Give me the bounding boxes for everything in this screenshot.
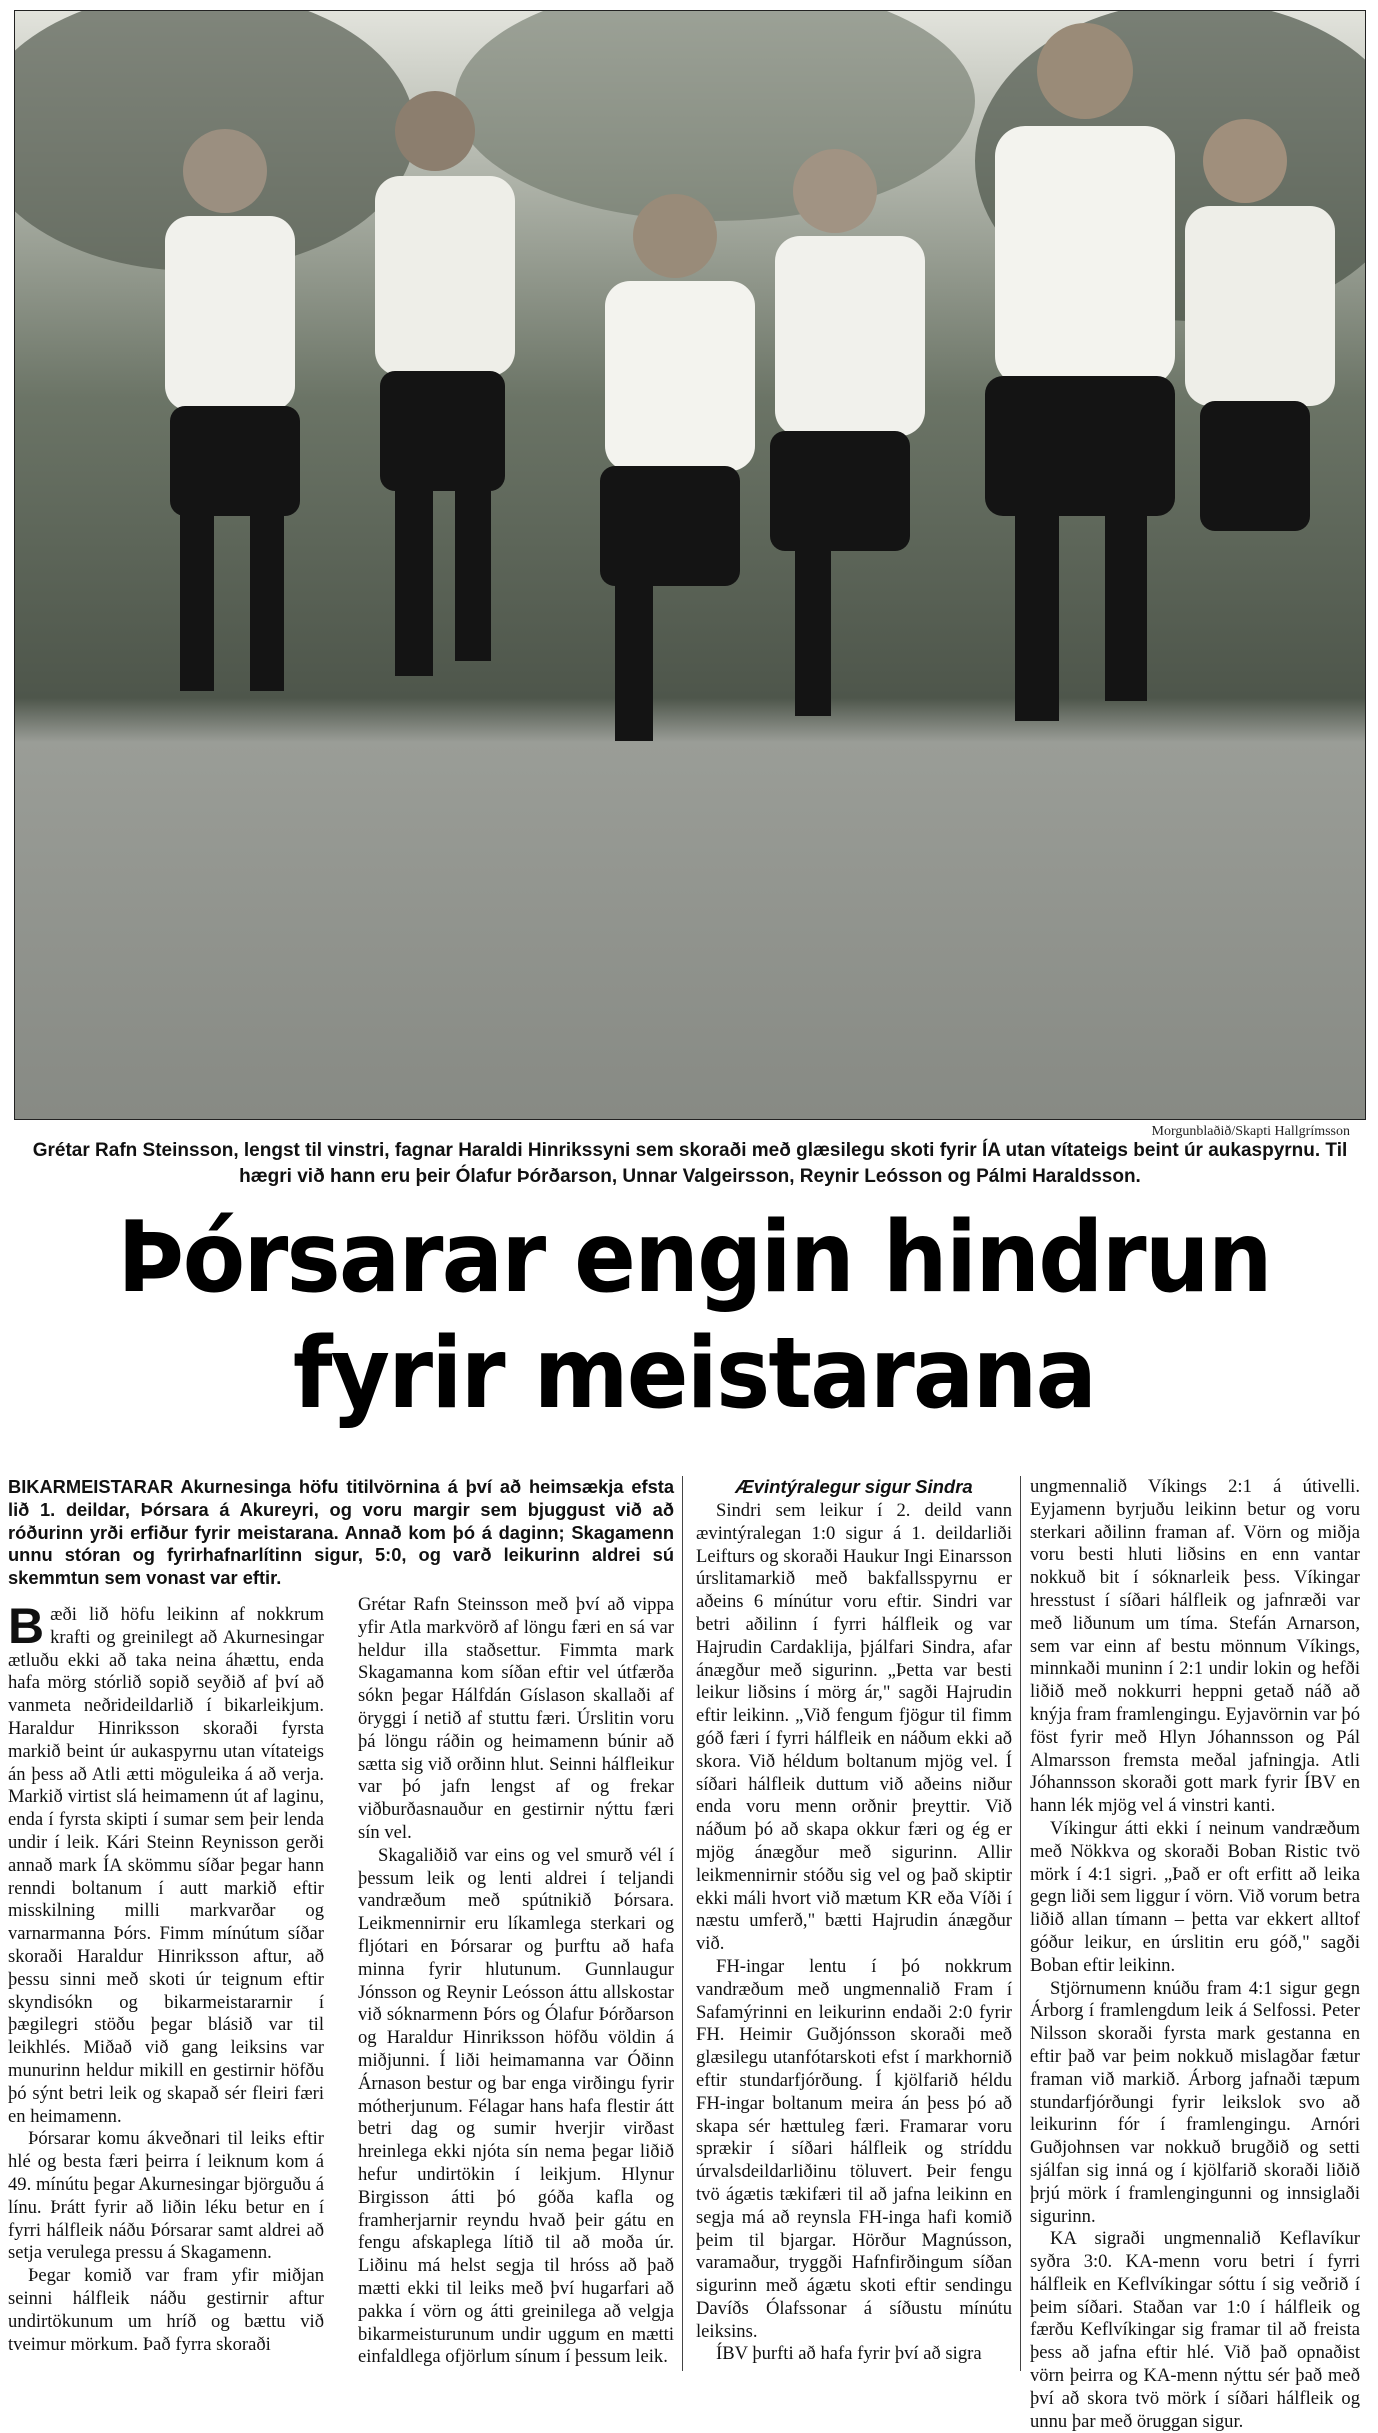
- paragraph: FH-ingar lentu í þó nokkrum vandræðum með ungmennalið Fram í Safamýrinni en leikurinn endaði 2:0 fyrir FH. Heimir Guðjónsson skoraði með glæsilegu utanfótarskoti efst í markhornið eftir stundarfjórðung. Í kjölfarið héldu FH-ingar boltanum meira án þess þó að skapa sér hættuleg færi. Framarar voru sprækir í síðari hálfleik og stríddu úrvalsdeildarliðinu töluvert. Þeir fengu tvö ágætis tækifæri til að jafna leikinn en segja má að reynsla FH-inga hafi komið þeim til bjargar. Hörður Magnússon, varamaður, tryggði Hafnfirðingum síðan sigurinn með ágætu skoti eftir sendingu Davíðs Ólafssonar á síðustu mínútu leiksins.: [696, 1955, 1012, 2342]
- section-subhead: Ævintýralegur sigur Sindra: [735, 1476, 973, 1497]
- paragraph: ungmennalið Víkings 2:1 á útivelli. Eyjamenn byrjuðu leikinn betur og voru sterkari aðilinn framan af. Vörn og miðja voru besti hluti liðsins en enn vantar nokkuð bit í sóknarleik þess. Víkingar hresstust í síðari hálfleik og jafnræði var með liðunum um tíma. Stefán Arnarson, sem var einn af bestu mönnum Víkings, minnkaði muninn í 2:1 undir lokin og hefði liðið með nokkurri heppni getað náð að knýja fram framlengingu. Eyjavörnin var þó föst fyrir með Hlyn Jóhannsson og Pál Almarsson fremsta meðal jafningja. Atli Jóhannsson skoraði gott mark fyrir ÍBV en hann lék mjög vel á vinstri kanti.: [1030, 1476, 1360, 1817]
- paragraph: KA sigraði ungmennalið Keflavíkur syðra 3:0. KA-menn voru betri í fyrri hálfleik en Keflvíkingar sóttu í sig veðrið í þeim síðari. Staðan var 1:0 í hálfleik og færðu Keflvíkingar sig framar til að freista þess að jafna eftir hlé. Við það opnaðist vörn þeirra og KA-menn nýttu sér það með því að skora tvö mörk í síðari hálfleik og unnu þar með öruggan sigur.: [1030, 2228, 1360, 2432]
- article-column-2: [358, 1594, 674, 2369]
- article-column-4: [1030, 1476, 1360, 2433]
- paragraph: Víkingur átti ekki í neinum vandræðum með Nökkva og skoraði Boban Ristic tvö mörk í 4:1 sigri. „Það er oft erfitt að leika gegn liði sem liggur í vörn. Við vorum betra liðið allan tímann – þetta var ekkert alltof góður leikur, en úrslitin eru góð," sagði Boban eftir leikinn.: [1030, 1817, 1360, 1976]
- paragraph: Skagaliðið var eins og vel smurð vél í þessum leik og lenti aldrei í teljandi vandræðum með spútnikið Þórsara. Leikmennirnir eru líkamlega sterkari og fljótari en Þórsarar og þurftu að hafa minna fyrir hlutunum. Gunnlaugur Jónsson og Reynir Leósson áttu allskostar við sóknarmenn Þórs og Ólafur Þórðarson og Haraldur Hinriksson höfðu völdin á miðjunni. Í liði heimamanna var Óðinn Árnason bestur og bar enga virðingu fyrir mótherjunum. Félagar hans hafa flestir átt betri dag og sumir hverjir virðast hreinlega ekki njóta sín nema þegar liðið hefur undirtökin í leikjum. Hlynur Birgisson átti þó góða kafla og framherjarnir reyndu hvað þeir gátu en fengu afskaplega lítið til að moða úr. Liðinu má helst segja til hróss að það mætti ekki til leiks með því hugarfari að pakka í vörn og átti greinilega að velgja bikarmeisturunum undir uggum en mætti einfaldlega ofjörlum sínum í þessum leik.: [358, 1844, 674, 2368]
- paragraph: Þórsarar komu ákveðnari til leiks eftir hlé og besta færi þeirra í leiknum kom á 49. mínútu þegar Akurnesingar björguðu á línu. Þrátt fyrir að liðin léku betur en í fyrri hálfleik náðu Þórsarar samt aldrei að setja verulega pressu á Skagamenn.: [8, 2128, 324, 2264]
- column-divider: [682, 1476, 683, 2371]
- paragraph: Sindri sem leikur í 2. deild vann ævintýralegan 1:0 sigur á 1. deildarliði Leifturs og skoraði Haukur Ingi Einarsson úrslitamarkið með bakfallsspyrnu er aðeins 6 mínútur voru eftir. Sindri var betri aðilinn í fyrri hálfleik og var Hajrudin Cardaklija, þjálfari Sindra, afar ánægður með sigurinn. „Þetta var besti leikur liðsins í mörg ár," sagði Hajrudin eftir leikinn. „Við fengum fjögur til fimm góð færi í fyrri hálfleik en náðum ekki að skora. Við héldum boltanum mjög vel. Í síðari hálfleik duttum við aðeins niður enda voru menn orðnir þreyttir. Við náðum þó að skapa okkur færi og ég er mjög ánægður með sigurinn. Allir leikmennirnir stóðu sig vel og það skiptir ekki máli hvort við mætum KR eða Víði í næstu umferð," bætti Hajrudin ánægður við.: [696, 1500, 1012, 1955]
- article-column-1: [8, 1598, 324, 2356]
- article-headline: Þórsarar engin hindrun fyrir meistarana: [117, 1201, 1271, 1431]
- paragraph: Þegar komið var fram yfir miðjan seinni hálfleik náðu gestirnir aftur undirtökunum um hríð og bættu við tveimur mörkum. Það fyrra skoraði: [8, 2265, 324, 2355]
- paragraph: Grétar Rafn Steinsson með því að vippa yfir Atla markvörð af löngu færi en sá var heldur illa staðsettur. Fimmta mark Skagamanna kom síðan eftir vel útfærða sókn þegar Hálfdán Gíslason skallaði af öryggi í netið af stuttu færi. Úrslitin voru þá löngu ráðin og heimamenn búnir að sætta sig við orðinn hlut. Seinni hálfleikur var þó jafn lengst af og frekar viðburðasnauður en gestirnir nýttu færi sín vel.: [358, 1594, 674, 1843]
- photo-scene: [15, 11, 1365, 1119]
- article-column-3: [696, 1500, 1012, 2366]
- photo-credit: Morgunblaðið/Skapti Hallgrímsson: [1151, 1124, 1350, 1139]
- paragraph: ÍBV þurfti að hafa fyrir því að sigra: [716, 2343, 982, 2365]
- article-lead: BIKARMEISTARAR Akurnesinga höfu titilvörnina á því að heimsækja efsta lið 1. deildar, Þórsara á Akureyri, og voru margir sem bjuggust við að róðurinn yrði erfiður fyrir meistarana. Annað kom þó á daginn; Skagamenn unnu stóran og fyrirhafnarlítinn sigur, 5:0, og varð leikurinn aldrei sú skemmtun sem vonast var eftir.: [8, 1476, 674, 1589]
- column-divider: [1020, 1476, 1021, 2371]
- paragraph: Stjörnumenn knúðu fram 4:1 sigur gegn Árborg í framlengdum leik á Selfossi. Peter Nilsson skoraði fyrsta mark gestanna en eftir það var þeim nokkuð mislagðar fætur framan við markið. Árborg jafnaði tæpum stundarfjórðungi fyrir leikslok svo að leikurinn fór í framlengingu. Arnóri Guðjohnsen var nokkuð brugðið og setti sjálfan sig inná og í kjölfarið skoraði liðið þrjú mörk í framlengingunni og innsiglaði sigurinn.: [1030, 1977, 1360, 2227]
- team-celebration-photo: [14, 10, 1366, 1120]
- drop-cap: B: [8, 1598, 45, 1654]
- paragraph: æði lið höfu leikinn af nokkrum krafti og greinilegt að Akurnesingar ætluðu ekki að taka neina áhættu, enda hafa mörg stórlið sopið seyðið af því að vanmeta neðrideildarlið í bikarleikjum. Haraldur Hinriksson skoraði fyrsta markið beint úr aukaspyrnu utan vítateigs án þess að Atli ætti möguleika á að verja. Markið virtist slá heimamenn út af laginu, enda í fyrsta skipti í sumar sem þeir lenda undir í leik. Kári Steinn Reynisson gerði annað mark ÍA skömmu síðar þegar hann renndi boltanum í autt markið eftir misskilning milli markvarðar og varnarmanna Þórs. Fimm mínútum síðar skoraði Haraldur Hinriksson aftur, að þessu sinni með skoti úr teignum eftir skyndisókn og bikarmeistararnir í þægilegri stöðu þegar blásið var til leikhlés. Miðað við gang leiksins var munurinn heldur mikill en gestirnir höfðu þó sýnt betri leik og skapað sér fleiri færi en heimamenn.: [8, 1604, 324, 2127]
- photo-caption: Grétar Rafn Steinsson, lengst til vinstri, fagnar Haraldi Hinrikssyni sem skoraði með glæsilegu skoti fyrir ÍA utan vítateigs beint úr aukaspyrnu. Til hægri við hann eru þeir Ólafur Þórðarson, Unnar Valgeirsson, Reynir Leósson og Pálmi Haraldsson.: [32, 1140, 1348, 1187]
